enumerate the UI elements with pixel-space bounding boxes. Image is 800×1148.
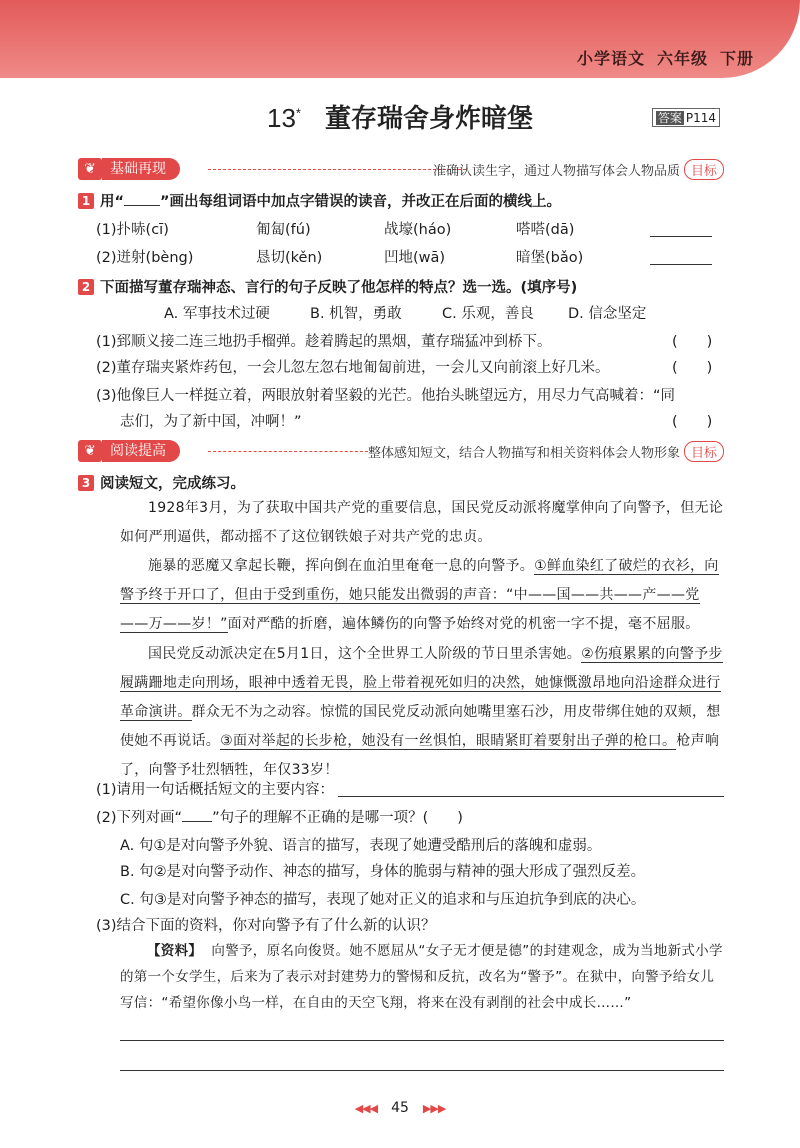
- q1-title: [78, 190, 561, 211]
- q1-word: 战壕(háo): [384, 222, 452, 238]
- q1-answer-line[interactable]: [650, 236, 712, 237]
- lesson-number: 13: [267, 103, 296, 133]
- q1-word: 凹地(wā): [384, 250, 446, 266]
- q3-sub2: [96, 806, 463, 827]
- q2-option: C. 乐观，善良: [442, 306, 534, 322]
- q2-sentence: (2)董存瑞夹紧炸药包，一会儿忽左忽右地匍匐前进，一会儿又向前滚上好几米。: [96, 360, 610, 376]
- page-footer: [0, 1100, 800, 1116]
- q2-option: A. 军事技术过硬: [164, 306, 270, 322]
- divider: [208, 169, 466, 170]
- passage-text: 枪声响了，向警予壮烈牺牲，年仅33岁！: [120, 733, 720, 778]
- q1-number: 1: [78, 193, 94, 209]
- goal-badge: 目标: [684, 441, 724, 462]
- section-reading: [78, 440, 724, 464]
- underlined-sentence: ③面对举起的长步枪，她没有一丝惧怕，眼睛紧盯着要射出子弹的枪口。: [220, 733, 677, 749]
- q3-title-text: 阅读短文，完成练习。: [100, 476, 245, 492]
- q2-answer-paren[interactable]: ( ): [672, 334, 713, 350]
- passage-text: 面对严酷的折磨，遍体鳞伤的向警予始终对党的机密一字不提，毫不屈服。: [227, 616, 700, 632]
- q2-title-text: 下面描写董存瑞神态、言行的句子反映了他怎样的特点？选一选。(填序号): [100, 280, 578, 296]
- passage-text: 国民党反动派决定在5月1日，这个全世界工人阶级的节日里杀害她。: [148, 646, 582, 662]
- divider: [208, 451, 368, 452]
- q2-option: D. 信念坚定: [568, 306, 647, 322]
- underlined-sentence: ②伤痕累累的向警予步履蹒跚地走向刑场，眼神中透着无畏，脸上带着视死如归的决然，她慷慨激昂地向沿途群众进行革命演讲。: [120, 646, 723, 720]
- q3-sub3-answer-line[interactable]: [120, 1070, 724, 1071]
- left-arrows-icon: ◀◀◀: [354, 1102, 378, 1115]
- q3-sub2-b: ”句子的理解不正确的是哪一项？( ): [212, 810, 463, 826]
- q2-title: [78, 276, 577, 297]
- q1-word: 暗堡(bǎo): [516, 250, 584, 266]
- answer-reference: [652, 108, 720, 127]
- section-basic: [78, 158, 724, 182]
- header-info: [565, 46, 754, 69]
- q1-title-b: ”画出每组词语中加点字错误的读音，并改正在后面的横线上。: [160, 194, 562, 210]
- q1-word: (2)迸射(bèng): [96, 250, 194, 266]
- header-banner: [0, 0, 800, 78]
- q3-title: [78, 472, 245, 493]
- q3-number: 3: [78, 475, 94, 491]
- q2-sentence: (3)他像巨人一样挺立着，两眼放射着坚毅的光芒。他抬头眺望远方，用尽力气高喊着：“同: [96, 388, 676, 404]
- book-icon: ❦: [78, 440, 102, 462]
- q2-answer-paren[interactable]: ( ): [672, 414, 713, 430]
- passage-paragraph: [120, 552, 724, 639]
- grade: 六年级: [656, 49, 708, 68]
- passage-paragraph: 1928年3月，为了获取中国共产党的重要信息，国民党反动派将魔掌伸向了向警予，但无论如何严刑逼供，都动摇不了这位钢铁娘子对共产党的忠贞。: [120, 500, 724, 545]
- q1-title-a: 用“: [100, 194, 125, 210]
- q3-sub1: (1)请用一句话概括短文的主要内容：: [96, 782, 335, 798]
- lesson-star: *: [295, 105, 301, 121]
- q1-word: 匍匐(fú): [256, 222, 311, 238]
- section-label: 阅读提高: [102, 440, 180, 462]
- answer-page: P114: [685, 111, 716, 125]
- reference-label: 【资料】: [147, 943, 203, 959]
- q3-option-a: A. 句①是对向警予外貌、语言的描写，表现了她遭受酷刑后的落魄和虚弱。: [120, 838, 602, 854]
- passage-text: 群众无不为之动容。惊慌的国民党反动派向她嘴里塞石沙，用皮带绑住她的双颊，想使她不再说话。: [120, 704, 721, 749]
- q3-sub3-answer-line[interactable]: [120, 1040, 724, 1041]
- goal-badge: 目标: [684, 159, 724, 180]
- q2-option: B. 机智，勇敢: [310, 306, 402, 322]
- passage-paragraph: [120, 640, 724, 785]
- lesson-title-text: 董存瑞舍身炸暗堡: [324, 104, 533, 134]
- answer-label: 答案: [657, 111, 682, 125]
- q3-option-c: C. 句③是对向警予神态的描写，表现了她对正义的追求和与压迫抗争到底的决心。: [120, 892, 646, 908]
- q3-option-b: B. 句②是对向警予动作、神态的描写，身体的脆弱与精神的强大形成了强烈反差。: [120, 864, 646, 880]
- term: 下册: [719, 49, 754, 68]
- q2-number: 2: [78, 279, 94, 295]
- blank-line: [182, 809, 212, 822]
- q3-sub3: (3)结合下面的资料，你对向警予有了什么新的认识？: [96, 918, 436, 934]
- underlined-sentence: ①鲜血染红了破烂的衣衫，向警予终于开口了，但由于受到重伤，她只能发出微弱的声音：“中——国——共——产——党——万——岁！”: [120, 558, 719, 632]
- subject: 小学语文: [576, 49, 645, 68]
- section-desc: 整体感知短文，结合人物描写和相关资料体会人物形象: [367, 446, 680, 461]
- page-number: 45: [391, 1100, 409, 1116]
- q1-word: 嗒嗒(dā): [516, 222, 575, 238]
- q1-word: 恳切(kěn): [256, 250, 323, 266]
- passage-text: 施暴的恶魔又拿起长鞭，挥向倒在血泊里奄奄一息的向警予。: [148, 558, 535, 574]
- reference-text: 向警予，原名向俊贤。她不愿屈从“女子无才便是德”的封建观念，成为当地新式小学的第一个女学生，后来为了表示对封建势力的警惕和反抗，改名为“警予”。在狱中，向警予给女儿写信：“希望你像小鸟一样，在自由的天空飞翔，将来在没有剥削的社会中成长……”: [120, 943, 723, 1011]
- right-arrows-icon: ▶▶▶: [422, 1102, 446, 1115]
- blank-line: [124, 193, 160, 206]
- reference-material: [120, 938, 724, 1016]
- section-label: 基础再现: [102, 158, 180, 180]
- section-desc: 准确认读生字，通过人物描写体会人物品质: [432, 164, 680, 179]
- q1-answer-line[interactable]: [650, 264, 712, 265]
- q2-sentence: 志们，为了新中国，冲啊！”: [120, 414, 302, 430]
- q3-sub1-answer-line[interactable]: [338, 796, 724, 797]
- book-icon: ❦: [78, 158, 102, 180]
- q1-word: (1)扑哧(cī): [96, 222, 169, 238]
- q2-sentence: (1)郅顺义接二连三地扔手榴弹。趁着腾起的黑烟，董存瑞猛冲到桥下。: [96, 334, 552, 350]
- q3-sub2-a: (2)下列对画“: [96, 810, 183, 826]
- q2-answer-paren[interactable]: ( ): [672, 360, 713, 376]
